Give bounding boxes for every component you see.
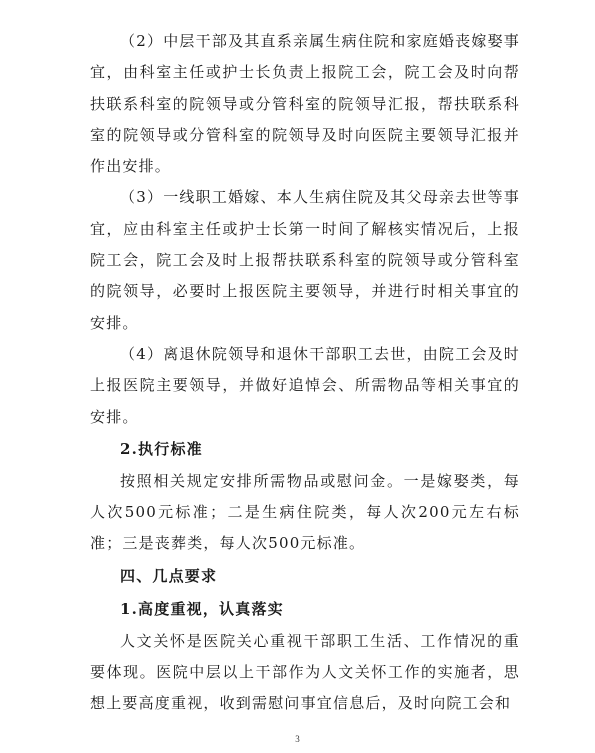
- document-body: [90, 26, 520, 720]
- heading-requirements: 四、几点要求: [120, 566, 218, 585]
- para-high-attention: 人文关怀是医院关心重视干部职工生活、工作情况的重要体现。医院中层以上干部作为人文关怀工作的实施者，思想上要高度重视，收到需慰问事宜信息后，及时向院工会和: [90, 631, 520, 713]
- page-number: 3: [295, 734, 300, 744]
- heading-high-attention: 1.高度重视，认真落实: [120, 599, 284, 618]
- heading-execution-standard: 2.执行标准: [120, 439, 203, 458]
- para-execution-standard: 按照相关规定安排所需物品或慰问金。一是嫁娶类，每人次500元标准；二是生病住院类，每人次200元左右标准；三是丧葬类，每人次500元标准。: [90, 471, 520, 553]
- para-item-4: （4）离退休院领导和退休干部职工去世，由院工会及时上报医院主要领导，并做好追悼会、所需物品等相关事宜的安排。: [90, 344, 520, 426]
- para-item-2: （2）中层干部及其直系亲属生病住院和家庭婚丧嫁娶事宜，由科室主任或护士长负责上报院工会，院工会及时向帮扶联系科室的院领导或分管科室的院领导汇报，帮扶联系科室的院领导或分管科室的院领导及时向医院主要领导汇报并作出安排。: [90, 32, 520, 176]
- para-item-3: （3）一线职工婚嫁、本人生病住院及其父母亲去世等事宜，应由科室主任或护士长第一时间了解核实情况后，上报院工会，院工会及时上报帮扶联系科室的院领导或分管科室的院领导，必要时上报医院主要领导，并进行时相关事宜的安排。: [90, 188, 520, 332]
